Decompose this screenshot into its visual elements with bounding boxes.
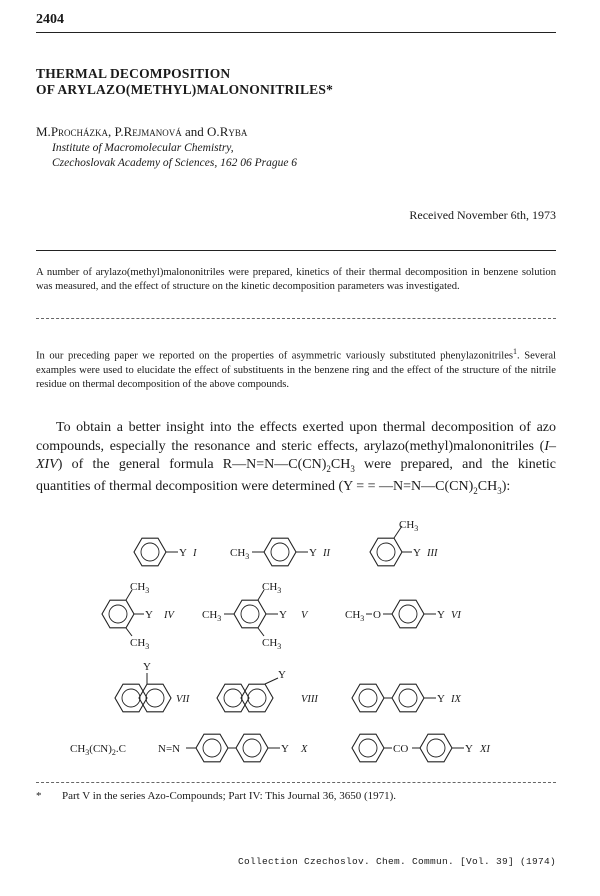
benzene-ring-icon — [392, 684, 424, 712]
article-title — [36, 66, 333, 98]
label-V: V — [301, 610, 308, 621]
benzene-ring-icon — [196, 734, 228, 762]
benzene-ring-icon — [370, 538, 402, 566]
methyl-group: $CH_3$ — [262, 581, 282, 595]
compound-X — [70, 734, 308, 762]
compound-XI — [352, 734, 490, 762]
author-2-surname: Rejmanová — [123, 124, 182, 139]
substituent-y: Y — [143, 661, 151, 673]
footnote-rule — [36, 782, 556, 783]
footnote — [36, 790, 556, 802]
intro-text-1: In our preceding paper we reported on the properties of asymmetric variously substituted phenylazonitriles — [36, 350, 514, 362]
main-text-5: CH — [477, 479, 498, 495]
benzene-ring-icon — [241, 684, 273, 712]
substituent-y: Y — [437, 609, 445, 621]
substituent-y: Y — [179, 547, 187, 559]
main-text-4: were prepared, and the kinetic quantities of thermal decomposition were determined (Y = = —N=N—C(CN) — [36, 457, 556, 495]
benzene-ring-icon — [420, 734, 452, 762]
intro-reference: 1 — [513, 347, 518, 356]
title-line-1: THERMAL DECOMPOSITION — [36, 66, 231, 81]
intro-text-2: . Several examples were used to elucidate the effect of substituents in the benzene ring and the effect of the structure of the nitrile residue on thermal decomposition of the above compounds. — [36, 350, 556, 390]
main-text-2: ) of the general formula R—N=N—C(CN) — [57, 457, 327, 472]
methyl-group: $CH_3$ — [345, 609, 365, 623]
author-1-surname: Procházka — [50, 124, 109, 139]
author-sep-2: and — [181, 124, 208, 139]
benzene-ring-icon — [234, 600, 266, 628]
author-list — [36, 124, 247, 140]
author-3-initial: O. — [207, 124, 220, 139]
header-rule — [36, 32, 556, 33]
intro-paragraph — [36, 345, 556, 392]
methyl-group: $CH_3$ — [399, 520, 419, 533]
author-2-initial: P. — [114, 124, 124, 139]
main-text-6: ): — [501, 479, 511, 495]
compound-range: I–XIV — [36, 438, 556, 472]
label-IX: IX — [451, 694, 461, 705]
compound-VIII — [217, 669, 318, 712]
benzene-ring-icon — [102, 600, 134, 628]
label-VIII: VIII — [301, 694, 318, 705]
label-VI: VI — [451, 610, 461, 621]
label-IV: IV — [164, 610, 174, 621]
benzene-ring-icon — [352, 734, 384, 762]
affiliation-line-1: Institute of Macromolecular Chemistry, — [52, 142, 234, 154]
substituent-y: Y — [413, 547, 421, 559]
substituent-y: Y — [309, 547, 317, 559]
main-text-1: To obtain a better insight into the effects exerted upon thermal decomposition of azo compounds, especially the resonance and steric effects, arylazo(methyl)malononitriles ( — [36, 420, 556, 454]
methyl-group: $CH_3$ — [262, 637, 282, 651]
footnote-text: Part V in the series Azo-Compounds; Part IV: This Journal 36, 3650 (1971). — [62, 790, 397, 802]
main-paragraph — [36, 419, 556, 501]
main-sub-3: 2 — [473, 486, 478, 497]
title-line-2: OF ARYLAZO(METHYL)MALONONITRILES* — [36, 82, 334, 97]
abstract-top-rule — [36, 250, 556, 251]
main-sub-2: 3 — [350, 463, 355, 474]
compound-III — [370, 520, 438, 566]
author-1-initial: M. — [36, 124, 51, 139]
main-sub-1: 2 — [326, 463, 331, 474]
abstract-bottom-rule — [36, 318, 556, 319]
substituent-y: Y — [279, 609, 287, 621]
label-III: III — [427, 548, 438, 559]
compound-I — [134, 538, 197, 566]
main-sub-4: 3 — [497, 486, 502, 497]
benzene-ring-icon — [115, 684, 147, 712]
author-3-surname: Ryba — [219, 124, 248, 139]
compound-VI — [345, 600, 461, 628]
benzene-ring-icon — [134, 538, 166, 566]
label-I: I — [193, 548, 197, 559]
methyl-group: $CH_3$ — [130, 637, 150, 651]
malononitrile-group: $CH_3(CN)_2.C$ — [70, 743, 126, 757]
journal-footer: Collection Czechoslov. Chem. Commun. [Vol. 39] (1974) — [237, 856, 556, 867]
page-number: 2404 — [36, 12, 64, 27]
methyl-group: $CH_3$ — [230, 547, 250, 561]
benzene-ring-icon — [139, 684, 171, 712]
compound-IV — [102, 581, 175, 651]
benzene-ring-icon — [264, 538, 296, 566]
received-date: Received November 6th, 1973 — [409, 208, 556, 222]
main-text-3: CH — [330, 457, 351, 472]
compound-V — [202, 581, 309, 651]
author-sep-1: , — [108, 124, 115, 139]
label-X: X — [301, 744, 308, 755]
substituent-y: Y — [145, 609, 153, 621]
benzene-ring-icon — [217, 684, 249, 712]
label-XI: XI — [480, 744, 490, 755]
methyl-group: $CH_3$ — [202, 609, 222, 623]
label-II: II — [323, 548, 330, 559]
benzene-ring-icon — [236, 734, 268, 762]
compound-II — [230, 538, 330, 566]
compound-VII — [115, 661, 190, 712]
carbonyl-group: CO — [393, 743, 409, 755]
substituent-y: Y — [465, 743, 473, 755]
affiliation — [52, 141, 297, 171]
label-VII: VII — [176, 694, 190, 705]
azo-group: N=N — [158, 743, 181, 755]
footnote-mark: * — [36, 790, 42, 802]
substituent-y: Y — [278, 669, 286, 681]
substituent-y: Y — [437, 693, 445, 705]
affiliation-line-2: Czechoslovak Academy of Sciences, 162 06 Prague 6 — [52, 157, 298, 169]
benzene-ring-icon — [352, 684, 384, 712]
methyl-group: $CH_3$ — [130, 581, 150, 595]
oxygen-atom: O — [373, 609, 381, 621]
compound-IX — [352, 684, 461, 712]
structures-figure — [0, 520, 600, 780]
benzene-ring-icon — [392, 600, 424, 628]
substituent-y: Y — [281, 743, 289, 755]
abstract: A number of arylazo(methyl)malononitriles were prepared, kinetics of their thermal decomposition in benzene solution was measured, and the effect of structure on the kinetic decomposition parameters was investigated. — [36, 267, 556, 292]
